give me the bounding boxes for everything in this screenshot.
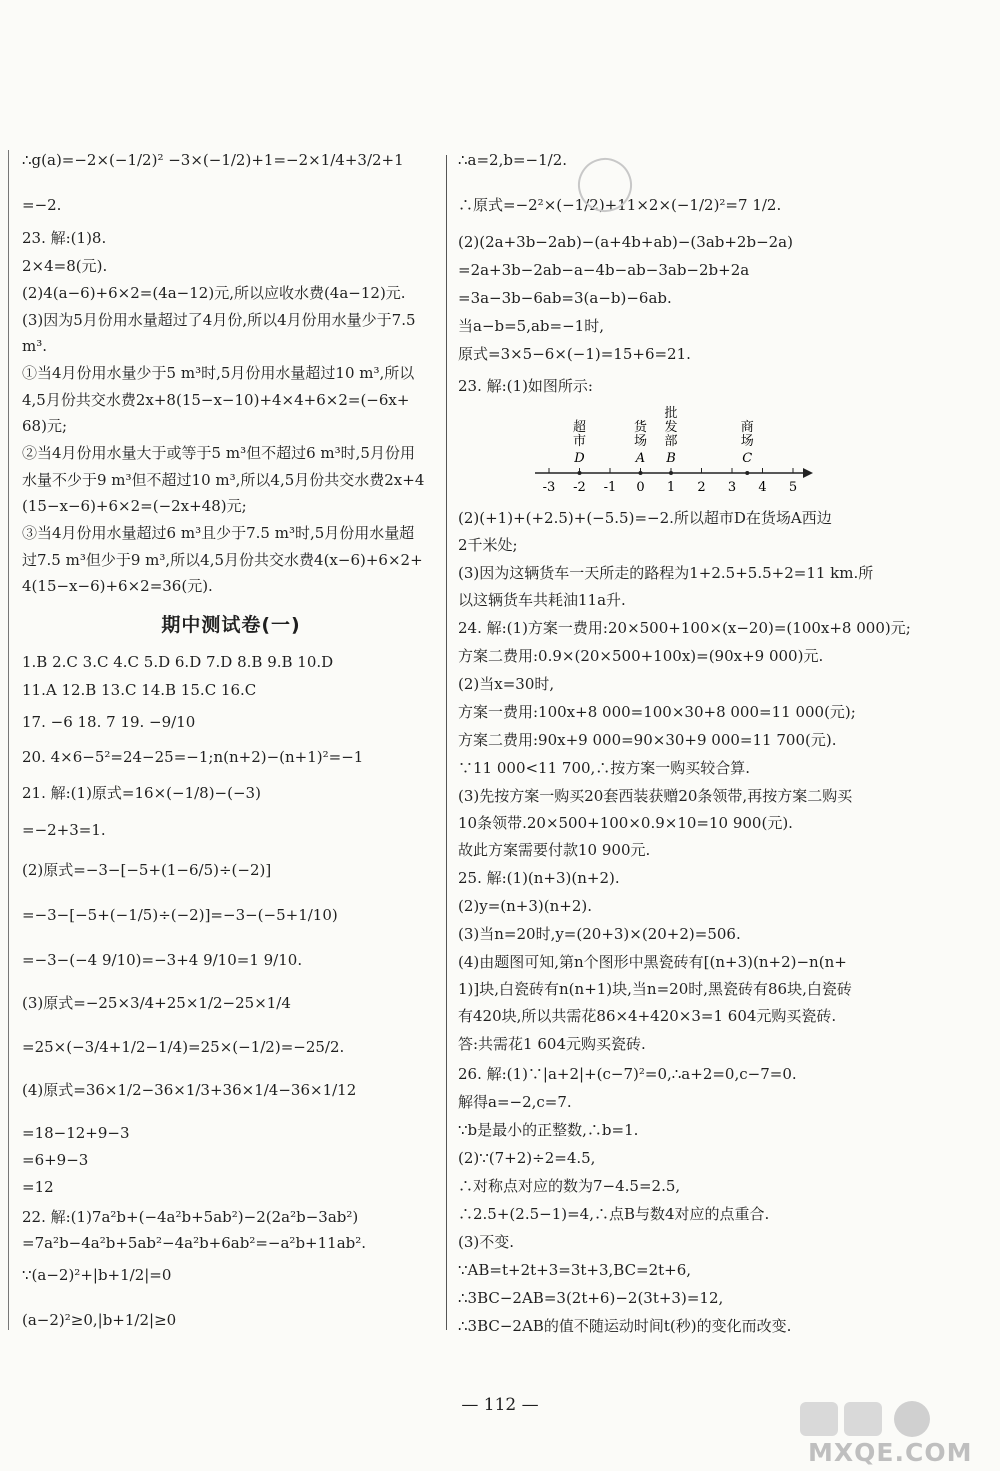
text-line: 21. 解:(1)原式=16×(−1/8)−(−3) — [22, 784, 261, 802]
column-divider — [446, 155, 447, 1330]
text-line: 方案二费用:0.9×(20×500+100x)=(90x+9 000)元. — [458, 647, 824, 665]
text-line: 原式=3×5−6×(−1)=15+6=21. — [458, 345, 691, 363]
text-line: (3)原式=−25×3/4+25×1/2−25×1/4 — [22, 994, 291, 1012]
text-line: 过7.5 m³但少于9 m³,所以4,5月份共交水费4(x−6)+6×2+ — [22, 551, 423, 569]
text-line: (a−2)²≥0,|b+1/2|≥0 — [22, 1311, 177, 1329]
text-line: ∴对称点对应的数为7−4.5=2.5, — [458, 1177, 681, 1195]
text-line: =6+9−3 — [22, 1151, 89, 1169]
text-line: (2)∵(7+2)÷2=4.5, — [458, 1149, 596, 1167]
text-line: ∵11 000<11 700,∴按方案一购买较合算. — [458, 759, 751, 777]
number-line-place-label: 批 — [664, 406, 678, 421]
text-line: (4)原式=36×1/2−36×1/3+36×1/4−36×1/12 — [22, 1081, 357, 1099]
text-line: 方案一费用:100x+8 000=100×30+8 000=11 000(元); — [458, 703, 856, 721]
text-line: (2)(2a+3b−2ab)−(a+4b+ab)−(3ab+2b−2a) — [458, 233, 793, 251]
text-line: m³. — [22, 337, 48, 355]
number-line-place-label: 部 — [664, 434, 678, 449]
text-line: 1.B 2.C 3.C 4.C 5.D 6.D 7.D 8.B 9.B 10.D — [22, 653, 334, 671]
text-line: 2千米处; — [458, 536, 518, 554]
text-line: (3)先按方案一购买20套西装获赠20条领带,再按方案二购买 — [458, 787, 853, 805]
text-line: 10条领带.20×500+100×0.9×10=10 900(元). — [458, 814, 793, 832]
text-line: =25×(−3/4+1/2−1/4)=25×(−1/2)=−25/2. — [22, 1038, 345, 1056]
text-line: 解得a=−2,c=7. — [458, 1093, 572, 1111]
text-line: 11.A 12.B 13.C 14.B 15.C 16.C — [22, 681, 257, 699]
number-line-place-label: 场 — [740, 434, 754, 449]
number-line-point-letter: D — [574, 451, 585, 466]
text-line: =3a−3b−6ab=3(a−b)−6ab. — [458, 289, 672, 307]
text-line: 24. 解:(1)方案一费用:20×500+100×(x−20)=(100x+8 000)元; — [458, 619, 911, 637]
watermark-text: MXQE.COM — [808, 1438, 973, 1467]
margin-rule — [8, 150, 9, 1330]
number-line-tick-label: -2 — [573, 480, 586, 495]
number-line-tick-label: 5 — [788, 480, 798, 495]
number-line-point-letter: C — [742, 451, 753, 466]
text-line: =−2. — [22, 196, 62, 214]
text-line: (2)当x=30时, — [458, 675, 555, 693]
text-line: (3)当n=20时,y=(20+3)×(20+2)=506. — [458, 925, 741, 943]
text-line: (3)因为5月份用水量超过了4月份,所以4月份用水量少于7.5 — [22, 311, 416, 329]
text-line: (15−x−6)+6×2=(−2x+48)元; — [22, 497, 247, 515]
text-line: 故此方案需要付款10 900元. — [458, 841, 651, 859]
number-line-place-label: 货 — [633, 420, 648, 435]
text-line: ③当4月份用水量超过6 m³且少于7.5 m³时,5月份用水量超 — [22, 524, 415, 542]
number-line-tick-label: 3 — [727, 480, 737, 495]
text-line: 4,5月份共交水费2x+8(15−x−10)+4×4+6×2=(−6x+ — [22, 391, 410, 409]
number-line-tick-label: 0 — [636, 480, 645, 495]
text-line: 答:共需花1 604元购买瓷砖. — [458, 1035, 646, 1053]
text-line: (2)(+1)+(+2.5)+(−5.5)=−2.所以超市D在货场A西边 — [458, 509, 832, 527]
text-line: 以这辆货车共耗油11a升. — [458, 591, 626, 609]
text-line: 17. −6 18. 7 19. −9/10 — [22, 713, 196, 731]
text-line: ∴3BC−2AB=3(2t+6)−2(3t+3)=12, — [458, 1289, 724, 1307]
text-line: 有420块,所以共需花86×4+420×3=1 604元购买瓷砖. — [458, 1007, 837, 1025]
number-line-point-letter: A — [635, 451, 646, 466]
text-line: 22. 解:(1)7a²b+(−4a²b+5ab²)−2(2a²b−3ab²) — [22, 1208, 359, 1226]
number-line-figure — [535, 395, 815, 495]
text-line: (3)不变. — [458, 1233, 515, 1251]
text-line: 1)]块,白瓷砖有n(n+1)块,当n=20时,黑瓷砖有86块,白瓷砖 — [458, 980, 852, 998]
number-line-tick-label: 1 — [666, 480, 676, 495]
text-line: 20. 4×6−5²=24−25=−1;n(n+2)−(n+1)²=−1 — [22, 748, 364, 766]
text-line: =−2+3=1. — [22, 821, 106, 839]
text-line: 4(15−x−6)+6×2=36(元). — [22, 577, 213, 595]
text-line: (2)原式=−3−[−5+(1−6/5)÷(−2)] — [22, 861, 272, 879]
text-line: 25. 解:(1)(n+3)(n+2). — [458, 869, 620, 887]
text-line: (4)由题图可知,第n个图形中黑瓷砖有[(n+3)(n+2)−n(n+ — [458, 953, 847, 971]
text-line: =7a²b−4a²b+5ab²−4a²b+6ab²=−a²b+11ab². — [22, 1234, 367, 1252]
text-line: ∴3BC−2AB的值不随运动时间t(秒)的变化而改变. — [458, 1317, 792, 1335]
text-line: (2)y=(n+3)(n+2). — [458, 897, 593, 915]
text-line: (2)4(a−6)+6×2=(4a−12)元,所以应收水费(4a−12)元. — [22, 284, 406, 302]
number-line-tick-label: 4 — [758, 480, 767, 495]
text-line: =2a+3b−2ab−a−4b−ab−3ab−2b+2a — [458, 261, 750, 279]
number-line-place-label: 发 — [664, 420, 678, 435]
number-line-tick-label: -1 — [603, 480, 617, 495]
number-line-tick-label: -3 — [542, 480, 556, 495]
page-number: — 112 — — [461, 1395, 539, 1415]
text-line: 方案二费用:90x+9 000=90×30+9 000=11 700(元). — [458, 731, 837, 749]
text-line: =12 — [22, 1178, 54, 1196]
text-line: 水量不少于9 m³但不超过10 m³,所以4,5月份共交水费2x+4 — [22, 471, 425, 489]
number-line-place-label: 场 — [633, 434, 648, 449]
text-line: ∵b是最小的正整数,∴b=1. — [458, 1121, 639, 1139]
text-line: 26. 解:(1)∵|a+2|+(c−7)²=0,∴a+2=0,c−7=0. — [458, 1065, 797, 1083]
text-line: 23. 解:(1)8. — [22, 229, 107, 247]
number-line-point-letter: B — [666, 451, 676, 466]
text-line: (3)因为这辆货车一天所走的路程为1+2.5+5.5+2=11 km.所 — [458, 564, 874, 582]
text-line: ∴2.5+(2.5−1)=4,∴点B与数4对应的点重合. — [458, 1205, 770, 1223]
text-line: ①当4月份用水量少于5 m³时,5月份用水量超过10 m³,所以 — [22, 364, 415, 382]
text-line: ∴g(a)=−2×(−1/2)² −3×(−1/2)+1=−2×1/4+3/2+1 — [22, 151, 404, 169]
number-line-arrow — [803, 468, 813, 478]
text-line: 2×4=8(元). — [22, 257, 108, 275]
text-line: ∴原式=−2²×(−1/2)+11×2×(−1/2)²=7 1/2. — [458, 196, 782, 214]
section-title: 期中测试卷(一) — [161, 614, 301, 636]
text-line: ∵AB=t+2t+3=3t+3,BC=2t+6, — [458, 1261, 692, 1279]
text-line: 23. 解:(1)如图所示: — [458, 377, 593, 395]
text-line: 当a−b=5,ab=−1时, — [458, 317, 604, 335]
text-line: =−3−(−4 9/10)=−3+4 9/10=1 9/10. — [22, 951, 303, 969]
text-line: =18−12+9−3 — [22, 1124, 130, 1142]
number-line-place-label: 超 — [572, 420, 587, 435]
number-line-tick-label: 2 — [697, 480, 706, 495]
text-line: =−3−[−5+(−1/5)÷(−2)]=−3−(−5+1/10) — [22, 906, 338, 924]
number-line-place-label: 商 — [740, 420, 754, 435]
number-line-place-label: 市 — [572, 434, 587, 449]
text-line: 68)元; — [22, 417, 67, 435]
text-line: ②当4月份用水量大于或等于5 m³但不超过6 m³时,5月份用 — [22, 444, 415, 462]
text-line: ∵(a−2)²+|b+1/2|=0 — [22, 1266, 172, 1284]
text-line: ∴a=2,b=−1/2. — [458, 151, 568, 169]
